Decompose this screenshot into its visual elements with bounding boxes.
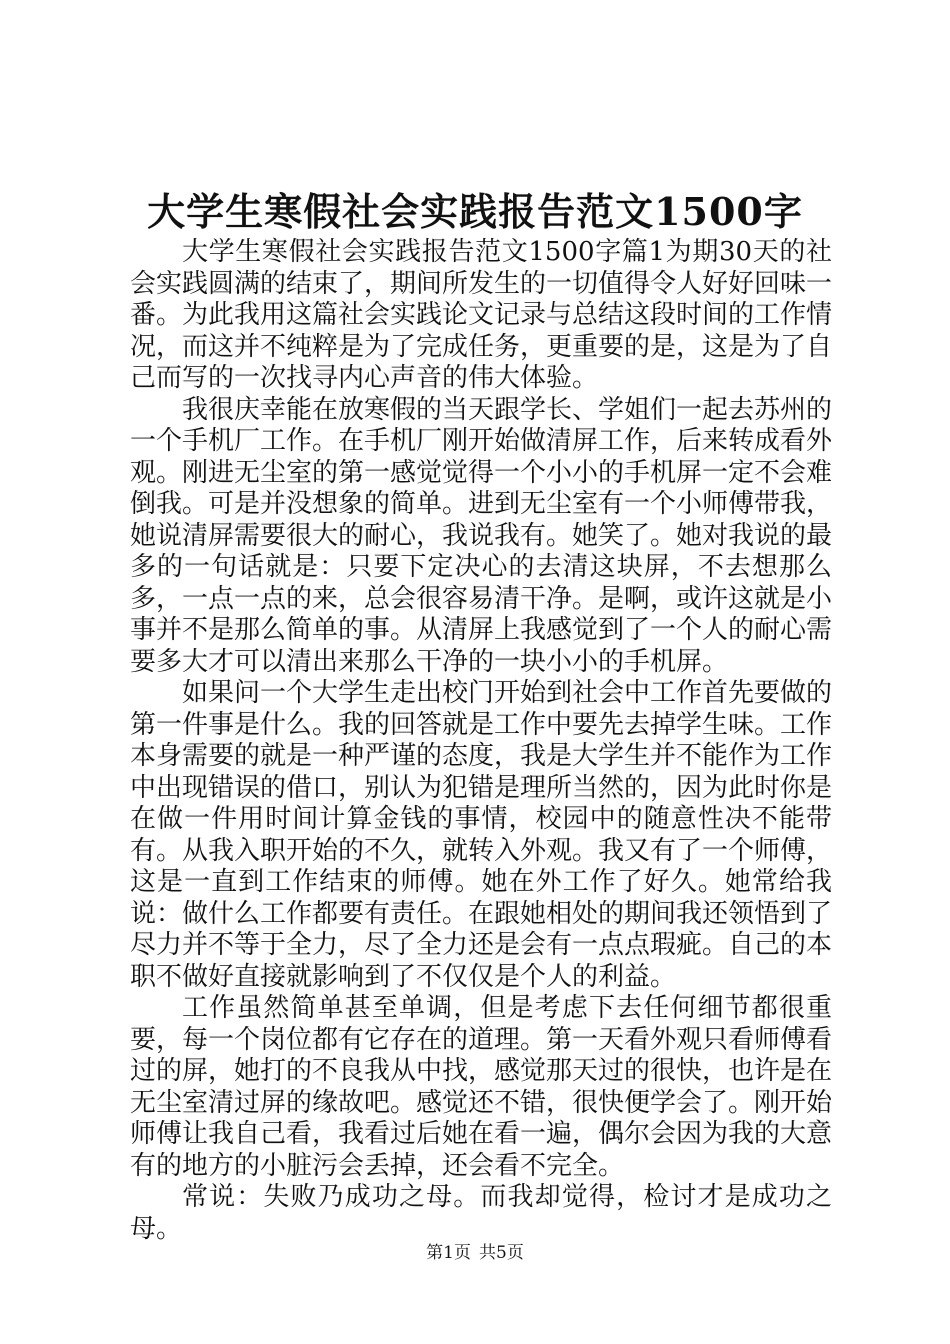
page-number: 第1页 [426,1243,471,1263]
paragraph-4: 工作虽然简单甚至单调，但是考虑下去任何细节都很重要，每一个岗位都有它存在的道理。第一天看外观只看师傅看过的屏，她打的不良我从中找，感觉那天过的很快，也许是在无尘室清过屏的缘故吧。感觉还不错，很快便学会了。刚开始师傅让我自己看，我看过后她在看一遍，偶尔会因为我的大意有的地方的小脏污会丢掉，还会看不完全。 [130,993,833,1181]
paragraph-5: 常说：失败乃成功之母。而我却觉得，检讨才是成功之母。 [130,1182,832,1244]
paragraph-2: 我很庆幸能在放寒假的当天跟学长、学姐们一起去苏州的一个手机厂工作。在手机厂刚开始做清屏工作，后来转成看外观。刚进无尘室的第一感觉觉得一个小小的手机屏一定不会难倒我。可是并没想象的简单。进到无尘室有一个小师傅带我，她说清屏需要很大的耐心，我说我有。她笑了。她对我说的最多的一句话就是：只要下定决心的去清这块屏，不去想那么多，一点一点的来，总会很容易清干净。是啊，或许这就是小事并不是那么简单的事。从清屏上我感觉到了一个人的耐心需要多大才可以清出来那么干净的一块小小的手机屏。 [130,394,833,677]
paragraph-3: 如果问一个大学生走出校门开始到社会中工作首先要做的第一件事是什么。我的回答就是工作中要先去掉学生味。工作本身需要的就是一种严谨的态度，我是大学生并不能作为工作中出现错误的借口，别认为犯错是理所当然的，因为此时你是在做一件用时间计算金钱的事情，校园中的随意性决不能带有。从我入职开始的不久，就转入外观。我又有了一个师傅，这是一直到工作结束的师傅。她在外工作了好久。她常给我说：做什么工作都要有责任。在跟她相处的期间我还领悟到了尽力并不等于全力，尽了全力还是会有一点点瑕疵。自己的本职不做好直接就影响到了不仅仅是个人的利益。 [130,678,833,992]
paragraph-1: 大学生寒假社会实践报告范文1500字篇1为期30天的社会实践圆满的结束了，期间所发生的一切值得令人好好回味一番。为此我用这篇社会实践论文记录与总结这段时间的工作情况，而这并不纯粹是为了完成任务，更重要的是，这是为了自己而写的一次找寻内心声音的伟大体验。 [130,237,833,393]
page-total: 共5页 [479,1243,524,1263]
document-body [130,237,832,1245]
document-title: 大学生寒假社会实践报告范文1500字 [147,189,803,234]
page-footer [0,1242,950,1264]
